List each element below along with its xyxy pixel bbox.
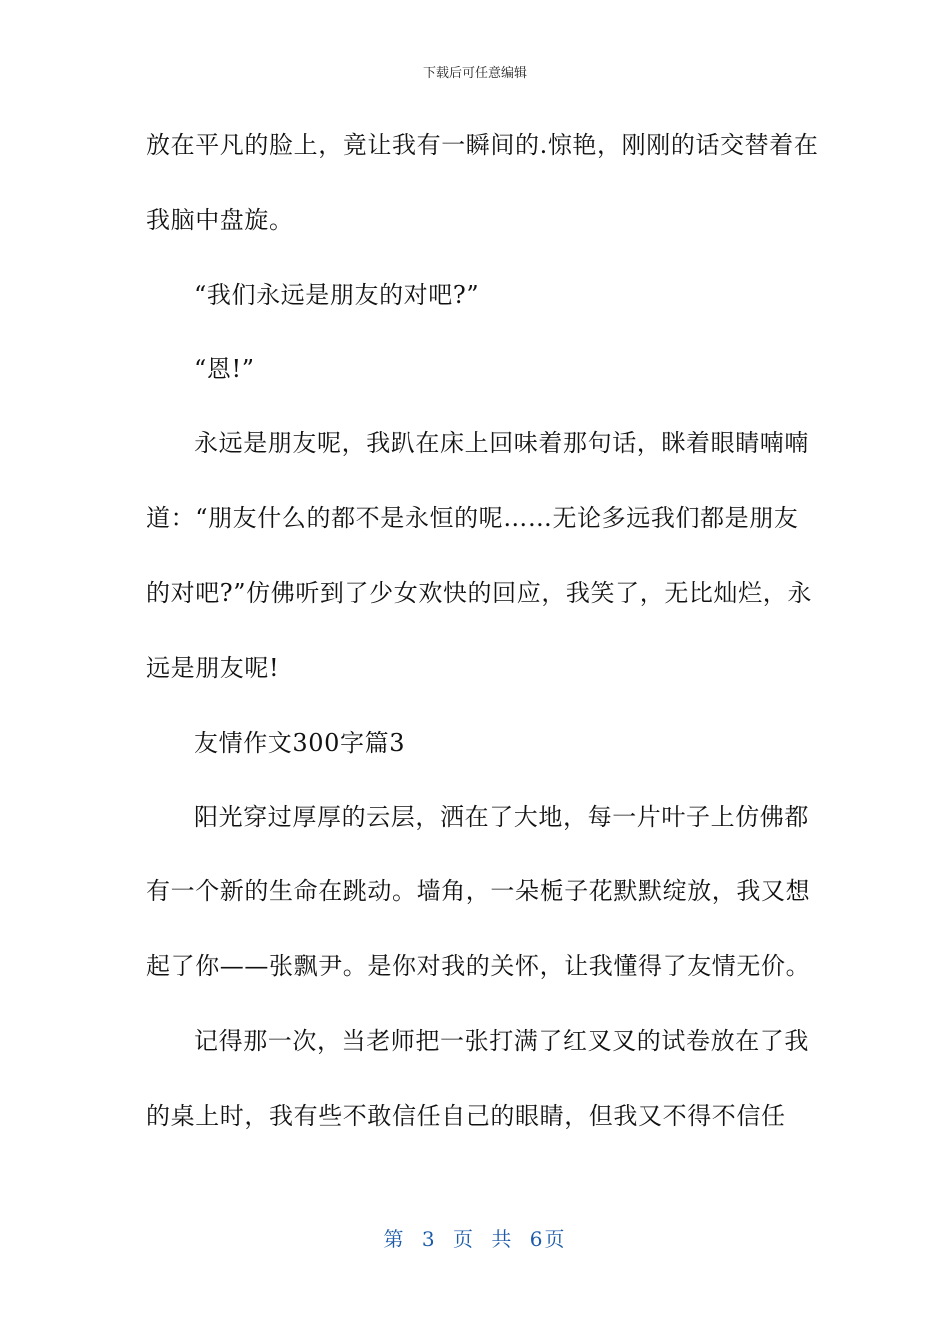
- page-header: 下载后可任意编辑: [422, 66, 527, 81]
- footer-label-gong: 共: [491, 1227, 514, 1251]
- text-line-2: 我脑中盘旋。: [146, 206, 294, 234]
- text-line-5: 永远是朋友呢，我趴在床上回味着那句话，眯着眼睛喃喃: [194, 429, 809, 457]
- text-line-12: 起了你——张飘尹。是你对我的关怀，让我懂得了友情无价。: [146, 952, 811, 980]
- text-line-11: 有一个新的生命在跳动。墙角，一朵栀子花默默绽放，我又想: [146, 877, 811, 905]
- text-line-8: 远是朋友呢!: [146, 654, 280, 682]
- section-heading: 友情作文300字篇3: [194, 729, 406, 757]
- text-line-10: 阳光穿过厚厚的云层，洒在了大地，每一片叶子上仿佛都: [194, 803, 809, 831]
- text-line-4: “恩!”: [194, 355, 255, 383]
- footer-label-di: 第: [383, 1227, 406, 1251]
- page-footer: [0, 1226, 950, 1252]
- text-line-7: 的对吧?”仿佛听到了少女欢快的回应，我笑了，无比灿烂，永: [146, 579, 812, 607]
- text-line-6: 道：“朋友什么的都不是永恒的呢……无论多远我们都是朋友: [146, 504, 799, 532]
- text-line-13: 记得那一次，当老师把一张打满了红叉叉的试卷放在了我: [194, 1027, 809, 1055]
- text-line-1: 放在平凡的脸上，竟让我有一瞬间的.惊艳，刚刚的话交替着在: [146, 131, 819, 159]
- text-line-14: 的桌上时，我有些不敢信任自己的眼睛，但我又不得不信任: [146, 1102, 786, 1130]
- footer-label-ye: 页: [453, 1227, 475, 1251]
- footer-total-pages: 6页: [529, 1227, 567, 1251]
- text-line-3: “我们永远是朋友的对吧?”: [194, 281, 480, 309]
- footer-current-page: 3: [421, 1227, 437, 1251]
